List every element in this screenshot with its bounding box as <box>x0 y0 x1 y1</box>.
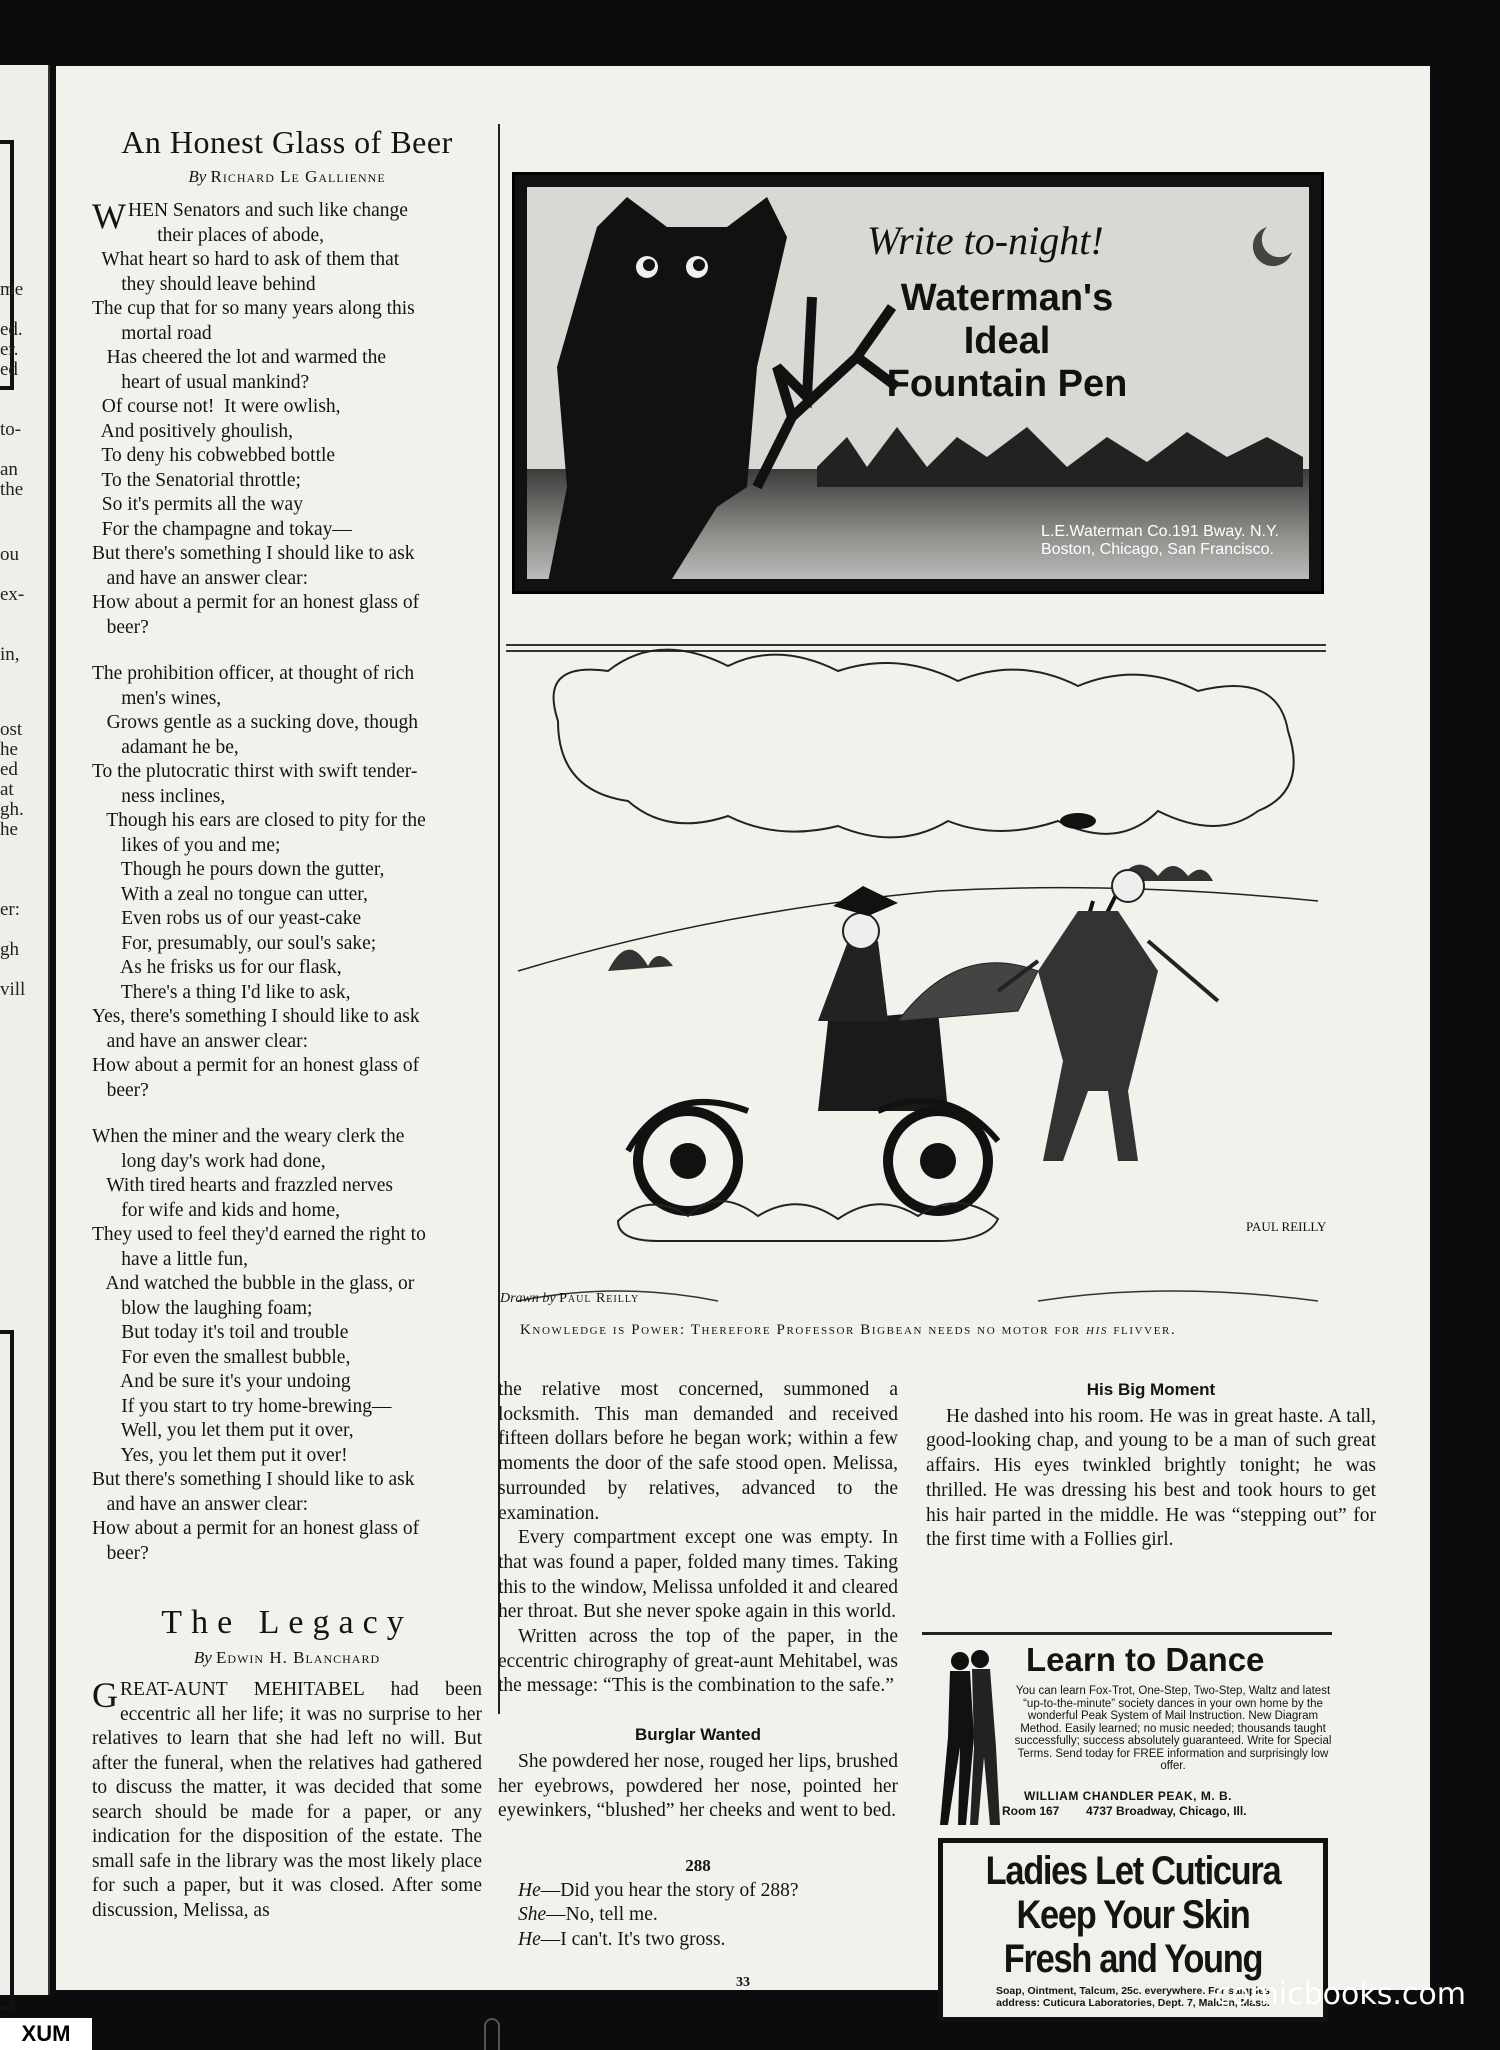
poem-line: Well, you let them put it over, <box>92 1420 354 1441</box>
poem-line: They used to feel they'd earned the right to <box>92 1224 426 1245</box>
watermark: comicbooks.com <box>1214 1977 1466 2012</box>
previous-page-fragment: in, <box>0 644 20 665</box>
poem-line: So it's permits all the way <box>92 494 303 515</box>
poem-line: beer? <box>92 616 149 638</box>
cuticura-headline: Fresh and Young <box>1003 1937 1263 1981</box>
previous-page-fragment: ou <box>0 544 19 565</box>
previous-page-box <box>0 1330 14 2010</box>
poem-line: As he frisks us for our flask, <box>92 957 342 978</box>
poem-line: With tired hearts and frazzled nerves <box>92 1175 393 1196</box>
dance-ad <box>926 1641 1376 1826</box>
fine-print-line: Soap, Ointment, Talcum, 25c. everywhere. For samples <box>995 1985 1271 1997</box>
waterman-ad <box>512 172 1324 594</box>
poem-line: Though his ears are closed to pity for the <box>92 810 426 831</box>
previous-page-fragment: the <box>0 479 24 500</box>
drop-cap: W <box>92 196 126 236</box>
poem-line: heart of usual mankind? <box>92 371 310 393</box>
credit-artist: Paul Reilly <box>559 1291 640 1306</box>
poem-line: If you start to try home-brewing— <box>92 1395 392 1417</box>
section-heading: 288 <box>685 1855 711 1875</box>
brand-line: Fountain Pen <box>886 363 1128 405</box>
previous-page-fragment: ed <box>0 359 18 380</box>
poem-line: beer? <box>92 1079 149 1101</box>
poem-author: Richard Le Gallienne <box>210 167 386 186</box>
binding-mark <box>484 2018 500 2050</box>
poem-line: But there's something I should like to ask <box>92 1469 415 1490</box>
previous-page-fragment: an <box>0 459 18 480</box>
ad-brand <box>857 277 1157 406</box>
speaker: He <box>518 1879 541 1901</box>
opening-caps: REAT-AUNT MEHITABEL <box>120 1679 365 1700</box>
caption-text: flivver. <box>1107 1322 1177 1338</box>
previous-page-fragment: ex- <box>0 584 25 605</box>
poem-line: For even the smallest bubble, <box>92 1346 351 1368</box>
poem-line: But today it's toil and trouble <box>92 1322 349 1343</box>
poem-line: long day's work had done, <box>92 1150 326 1172</box>
poem-line: ness inclines, <box>92 785 226 807</box>
previous-page-fragment: he <box>0 819 18 840</box>
fine-print-line: address: Cuticura Laboratories, Dept. 7, Malden, Mass. <box>996 1997 1270 2009</box>
poem-line: And be sure it's your undoing <box>92 1371 351 1392</box>
poem-line: For the champagne and tokay— <box>92 518 352 540</box>
poem-line: Even robs us of our yeast-cake <box>92 908 362 929</box>
dance-ad-title: Learn to Dance <box>1026 1641 1265 1678</box>
previous-page-fragment: he <box>0 739 18 760</box>
poem-line: HEN Senators and such like change <box>127 200 408 221</box>
joke-line <box>498 1879 898 1904</box>
previous-page-fragment: ost <box>0 719 23 740</box>
previous-page-fragment: me <box>0 279 24 300</box>
byline-prefix: By <box>193 1648 212 1667</box>
big-moment-paragraph: He dashed into his room. He was in great haste. A tall, good-looking chap, and young to be a man of such great affairs. His eyes twinkled brightly tonight; he was thrilled. He was dressing his best and took hours to get his hair parted in the middle. He was “stepping out” for the first time with a Follies girl. <box>926 1405 1376 1551</box>
poem-line: There's a thing I'd like to ask, <box>92 981 351 1003</box>
poem-line: Of course not! It were owlish, <box>92 396 341 417</box>
section-heading: His Big Moment <box>1086 1380 1216 1399</box>
speaker: She <box>518 1904 547 1926</box>
previous-page-fragment: to- <box>0 419 22 440</box>
poem-line: The prohibition officer, at thought of rich <box>92 663 415 684</box>
dialogue: —No, tell me. <box>546 1904 658 1926</box>
page-number: 33 <box>736 1975 750 1990</box>
poem-stanza <box>92 662 482 1103</box>
cuticura-headline: Ladies Let Cuticura <box>985 1849 1281 1893</box>
waterman-ad-illustration <box>527 187 1309 579</box>
poem-line: With a zeal no tongue can utter, <box>92 883 368 905</box>
poem-line: The cup that for so many years along this <box>92 298 415 319</box>
joke-line <box>498 1928 898 1953</box>
poem-title: An Honest Glass of Beer <box>121 124 453 160</box>
poem-stanza <box>92 1125 482 1566</box>
dialogue: —Did you hear the story of 288? <box>540 1879 799 1901</box>
poem-line: beer? <box>92 1542 149 1564</box>
story-paragraph: the relative most concerned, summoned a locksmith. This man demanded and received fifteen dollars before he began work; within a few moments the door of the safe stood open. Melissa, surrounded by relatives, advanced to the examination. <box>498 1379 898 1524</box>
poem-line: How about a permit for an honest glass of <box>92 1055 420 1076</box>
poem-line: likes of you and me; <box>92 834 281 856</box>
previous-page-fragment: vill <box>0 979 26 1000</box>
poem-line: And positively ghoulish, <box>92 420 293 442</box>
address-line: Boston, Chicago, San Francisco. <box>1040 541 1274 558</box>
joke-line <box>498 1903 898 1928</box>
dance-ad-signer: WILLIAM CHANDLER PEAK, M. B. <box>1024 1789 1232 1803</box>
cartoon-credit <box>500 1291 639 1307</box>
poem-line: adamant he be, <box>92 736 239 758</box>
cuticura-headline: Keep Your Skin <box>1016 1893 1250 1937</box>
poem-line: their places of abode, <box>127 224 324 246</box>
poem-line: Yes, you let them put it over! <box>92 1444 348 1466</box>
poem-line: Yes, there's something I should like to ask <box>92 1006 420 1027</box>
section-heading: Burglar Wanted <box>635 1725 761 1745</box>
dance-ad-address: Room 167 4737 Broadway, Chicago, Ill. <box>1002 1804 1247 1818</box>
poem-line: For, presumably, our soul's sake; <box>92 932 377 954</box>
poem-line: But there's something I should like to ask <box>92 543 415 564</box>
previous-page-fragment: gh <box>0 939 19 960</box>
previous-page-fragment: ed <box>0 759 18 780</box>
caption-emphasis: his <box>1086 1322 1108 1338</box>
brand-line: Waterman's <box>900 277 1114 319</box>
poem-line: and have an answer clear: <box>92 1030 309 1052</box>
poem-line: have a little fun, <box>92 1248 248 1270</box>
poem-line: mortal road <box>92 322 212 344</box>
previous-page-edge <box>0 65 50 1995</box>
story-text: had been eccentric all her life; it was no surprise to her relatives to learn that she had left no will. But after the funeral, when the relatives had gathered to discuss the matter, it was decided that some search should be made for a paper, or any indication for the disposition of the estate. The small safe in the library was the most likely place for such a paper, but it was closed. After some discussion, Melissa, as <box>92 1679 482 1921</box>
poem-line: men's wines, <box>92 687 222 709</box>
poem-line: Grows gentle as a sucking dove, though <box>92 712 419 733</box>
poem-line: What heart so hard to ask of them that <box>92 249 400 270</box>
middle-column <box>498 1378 898 1953</box>
scan-stamp: XUM <box>0 2018 92 2050</box>
poem-line: To the Senatorial throttle; <box>92 469 301 491</box>
story-paragraph: Written across the top of the paper, in the eccentric chirography of great-aunt Mehitabel, was the message: “This is the combination to the safe.” <box>498 1626 898 1697</box>
poem-line: How about a permit for an honest glass of <box>92 592 420 613</box>
poem-body <box>92 196 482 1566</box>
poem-line: they should leave behind <box>92 273 316 295</box>
burglar-paragraph: She powdered her nose, rouged her lips, brushed her eyebrows, powdered her nose, pointed her eyewinkers, “blushed” her cheeks and went to bed. <box>498 1750 898 1822</box>
story-author: Edwin H. Blanchard <box>216 1648 381 1667</box>
poem-line: To the plutocratic thirst with swift tender- <box>92 761 418 782</box>
poem-line: and have an answer clear: <box>92 567 309 589</box>
dialogue: —I can't. It's two gross. <box>540 1929 726 1951</box>
poem-line: When the miner and the weary clerk the <box>92 1126 405 1147</box>
dance-ad-body: You can learn Fox-Trot, One-Step, Two-Step, Waltz and latest “up-to-the-minute” society dances in your own home by the wonderful Peak System of Mail Instruction. New Diagram Method. Easily learned; no music needed; thousands taught successfully; success absolutely guaranteed. Write for Special Terms. Send today for FREE information and surprisingly low offer. <box>1014 1685 1332 1772</box>
artist-signature: PAUL REILLY <box>1246 1219 1327 1234</box>
story-title: The Legacy <box>161 1604 413 1641</box>
previous-page-fragment: at <box>0 779 14 800</box>
previous-page-fragment: gh. <box>0 799 24 820</box>
drop-cap: G <box>92 1675 118 1715</box>
address-line: L.E.Waterman Co.191 Bway. N.Y. <box>1040 523 1279 540</box>
previous-page-fragment: ed. <box>0 319 23 340</box>
right-column <box>926 1378 1376 1553</box>
poem-line: How about a permit for an honest glass of <box>92 1518 420 1539</box>
poem-stanza <box>92 196 482 640</box>
poem-line: for wife and kids and home, <box>92 1199 341 1221</box>
poem-line: And watched the bubble in the glass, or <box>92 1273 415 1294</box>
poem-byline <box>92 167 482 187</box>
cartoon-caption <box>520 1320 1360 1340</box>
previous-page-fragment: er: <box>0 899 21 920</box>
speaker: He <box>518 1929 541 1951</box>
poem-line: blow the laughing foam; <box>92 1297 313 1319</box>
poem-line: To deny his cobwebbed bottle <box>92 445 336 466</box>
caption-text: Knowledge is Power: Therefore Professor Bigbean needs no motor for <box>520 1322 1087 1338</box>
cartoon-illustration <box>518 641 1327 1313</box>
poem-line: and have an answer clear: <box>92 1493 309 1515</box>
ad-tagline: Write to-night! <box>867 218 1104 263</box>
brand-line: Ideal <box>963 320 1051 362</box>
poem-line: Has cheered the lot and warmed the <box>92 347 387 368</box>
story-paragraph: Every compartment except one was empty. In that was found a paper, folded many times. Taking this to the window, Melissa unfolded it and cleared her throat. But she never spoke again in this world. <box>498 1527 898 1623</box>
ad-address <box>1041 523 1279 559</box>
left-column <box>92 124 482 1923</box>
poem-line: Though he pours down the gutter, <box>92 859 385 880</box>
story-paragraph <box>92 1675 482 1923</box>
column-rule <box>922 1632 1332 1635</box>
story-byline <box>92 1648 482 1668</box>
byline-prefix: By <box>188 167 207 186</box>
dancers-illustration <box>930 1647 1010 1827</box>
previous-page-fragment: er. <box>0 339 19 360</box>
credit-prefix: Drawn by <box>500 1291 556 1306</box>
